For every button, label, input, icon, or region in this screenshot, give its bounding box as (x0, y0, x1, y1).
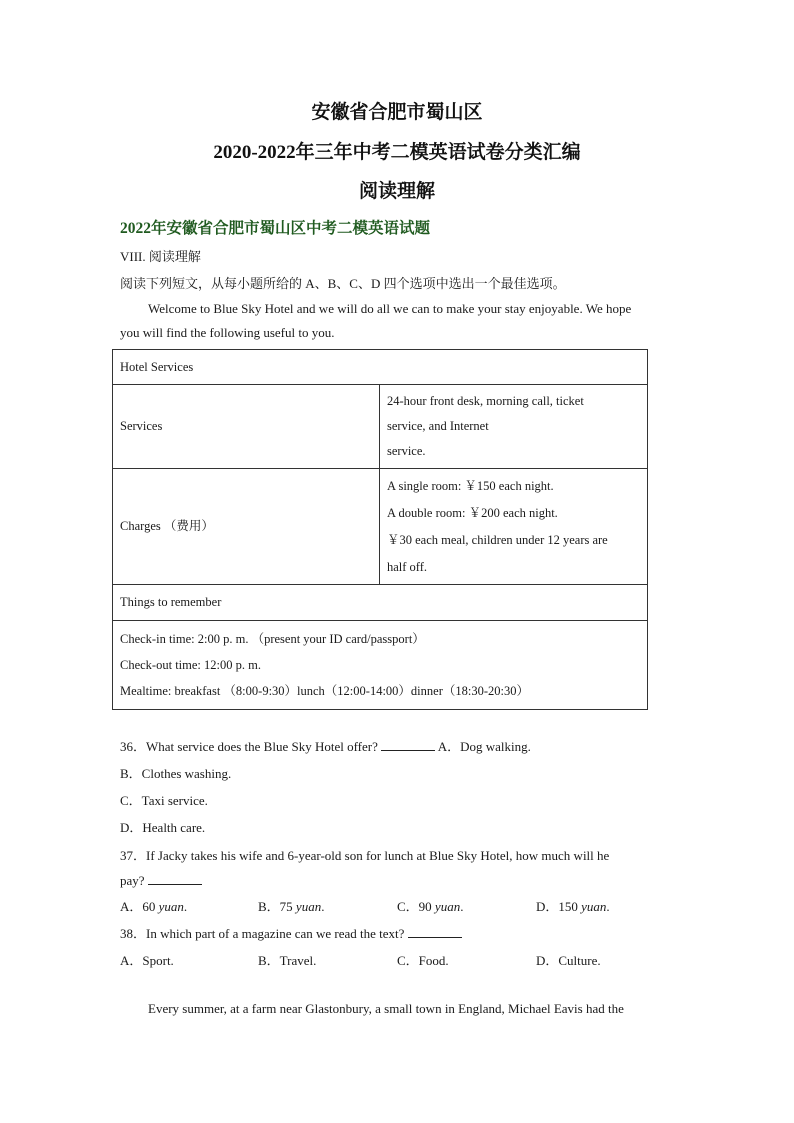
question-36-stem: 36．What service does the Blue Sky Hotel offer? (120, 739, 378, 754)
services-value-line: service. (387, 444, 426, 458)
answer-blank-38[interactable] (408, 925, 462, 938)
answer-blank-37[interactable] (148, 872, 202, 885)
question-36 (120, 736, 531, 755)
part-label: VIII. 阅读理解 (120, 249, 201, 264)
charge-line: A double room: ￥200 each night. (387, 505, 558, 520)
unit-yuan: yuan (581, 899, 607, 914)
question-36-option-c: C．Taxi service. (120, 793, 208, 808)
option-text: A．60 (120, 899, 159, 914)
question-37-stem-cont (120, 872, 202, 889)
question-37-stem-line-2: pay? (120, 873, 145, 888)
question-37-option-a (120, 896, 187, 915)
remember-details (113, 621, 648, 710)
question-37-option-b (258, 896, 324, 915)
checkout-time: Check-out time: 12:00 p. m. (120, 658, 261, 672)
hotel-services-table (112, 349, 648, 710)
option-period: . (183, 899, 188, 914)
services-value-line: 24-hour front desk, morning call, ticket (387, 394, 584, 408)
charges-value (380, 469, 648, 585)
unit-yuan: yuan (295, 899, 322, 914)
question-36-option-d: D．Health care. (120, 820, 206, 835)
question-37-stem: 37．If Jacky takes his wife and 6-year-old son for lunch at Blue Sky Hotel, how much will he (120, 848, 610, 863)
charge-line: half off. (387, 559, 428, 574)
answer-blank-36[interactable] (381, 738, 435, 751)
document-category: 阅读理解 (358, 181, 435, 202)
option-period: . (606, 899, 610, 914)
unit-yuan: yuan (158, 899, 184, 914)
question-38-option-b: B．Travel. (258, 953, 317, 968)
services-label: Services (113, 385, 380, 469)
option-text: D．150 (536, 899, 582, 914)
option-period: . (321, 899, 325, 914)
table-header-hotel-services: Hotel Services (113, 350, 648, 385)
document-subtitle: 2020-2022年三年中考二模英语试卷分类汇编 (213, 142, 581, 163)
question-38-option-c: C．Food. (397, 953, 449, 968)
question-38-option-a: A．Sport. (120, 953, 174, 968)
question-38 (120, 923, 462, 942)
charge-line: A single room: ￥150 each night. (387, 478, 554, 493)
services-value (380, 385, 648, 469)
section-heading: 2022年安徽省合肥市蜀山区中考二模英语试题 (120, 220, 431, 237)
question-36-option-b: B．Clothes washing. (120, 766, 232, 781)
charge-line: ￥30 each meal, children under 12 years are (387, 532, 608, 547)
option-period: . (460, 899, 464, 914)
passage-intro-line-2: you will find the following useful to you. (120, 325, 335, 340)
table-header-things-to-remember: Things to remember (113, 585, 648, 621)
question-36-option-a: A．Dog walking. (437, 739, 531, 754)
question-37-option-d (536, 896, 610, 915)
charges-label: Charges （费用） (113, 469, 380, 585)
passage-intro-line-1: Welcome to Blue Sky Hotel and we will do all we can to make your stay enjoyable. We hope (148, 301, 632, 316)
question-37-option-c (397, 896, 463, 915)
passage-2-line-1: Every summer, at a farm near Glastonbury, a small town in England, Michael Eavis had the (148, 1001, 624, 1016)
checkin-time: Check-in time: 2:00 p. m. （present your ID card/passport） (120, 632, 425, 646)
question-38-option-d: D．Culture. (536, 953, 601, 968)
document-title: 安徽省合肥市蜀山区 (311, 102, 483, 123)
option-text: B．75 (258, 899, 296, 914)
instruction-text: 阅读下列短文，从每小题所给的 A、B、C、D 四个选项中选出一个最佳选项。 (120, 276, 566, 291)
unit-yuan: yuan (434, 899, 461, 914)
question-38-stem: 38．In which part of a magazine can we read the text? (120, 926, 405, 941)
option-text: C．90 (397, 899, 435, 914)
mealtime: Mealtime: breakfast （8:00-9:30）lunch（12:00-14:00）dinner（18:30-20:30） (120, 684, 529, 698)
services-value-line: service, and Internet (387, 419, 489, 433)
